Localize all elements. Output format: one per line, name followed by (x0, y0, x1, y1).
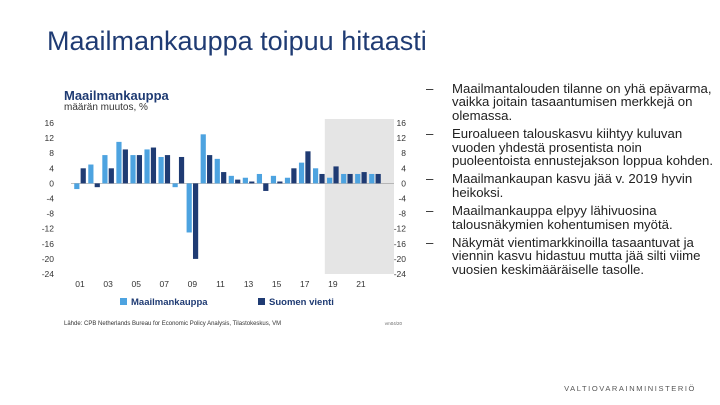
bar-maailmankauppa (285, 178, 290, 184)
bar-suomen-vienti (109, 168, 114, 183)
bar-suomen-vienti (263, 183, 268, 191)
bullet-text: Näkymät vientimarkkinoilla tasaantuvat ja viennin kasvu hidastuu mutta jää silti viime vuosien keskimääräiselle tasolle. (452, 235, 701, 277)
x-tick-label: 19 (328, 279, 338, 289)
y-tick-label-right: -16 (393, 238, 406, 249)
y-tick-label-left: -24 (41, 269, 54, 279)
bullet-dash: – (426, 126, 434, 142)
bar-suomen-vienti (333, 166, 338, 183)
bar-maailmankauppa (257, 174, 262, 183)
bar-suomen-vienti (362, 172, 367, 183)
bar-suomen-vienti (319, 174, 324, 183)
y-tick-label-left: 8 (49, 148, 54, 159)
bar-suomen-vienti (347, 174, 352, 183)
bar-suomen-vienti (207, 155, 212, 183)
y-tick-label-right: -8 (398, 208, 406, 219)
bar-suomen-vienti (291, 168, 296, 183)
bar-maailmankauppa (313, 168, 318, 183)
y-tick-label-right: 0 (401, 178, 406, 189)
y-axis-left (42, 118, 55, 279)
y-tick-label-left: -8 (46, 208, 54, 219)
chart-code: vm04/20 (384, 321, 402, 326)
chart-svg (30, 78, 415, 330)
y-tick-label-right: -24 (393, 269, 406, 279)
bar-suomen-vienti (81, 168, 86, 183)
legend-swatch (258, 298, 265, 305)
bar-maailmankauppa (369, 174, 374, 183)
bullet-text: Maailmantalouden tilanne on yhä epävarma, vaikka joitain tasaantumisen merkkejä on olemassa. (452, 81, 712, 123)
bar-maailmankauppa (229, 176, 234, 184)
bar-suomen-vienti (376, 174, 381, 183)
legend-label: Suomen vienti (269, 297, 334, 308)
legend-label: Maailmankauppa (131, 297, 208, 308)
bullet-dash: – (426, 235, 434, 251)
y-tick-label-left: -4 (46, 193, 54, 204)
legend (120, 297, 334, 308)
x-tick-label: 01 (75, 279, 85, 289)
bar-maailmankauppa (271, 176, 276, 184)
bar-suomen-vienti (151, 148, 156, 184)
brand-logo-text: VALTIOVARAINMINISTERIÖ (564, 384, 696, 393)
bar-maailmankauppa (102, 155, 107, 183)
bar-maailmankauppa (243, 178, 248, 184)
bullet-dash: – (426, 171, 434, 187)
bullet-item (426, 127, 716, 167)
y-tick-label-right: 4 (401, 163, 406, 174)
bar-maailmankauppa (144, 149, 149, 183)
chart-source: Lähde: CPB Netherlands Bureau for Economic Policy Analysis, Tilastokeskus, VM (64, 321, 282, 327)
bar-suomen-vienti (165, 155, 170, 183)
bar-suomen-vienti (249, 182, 254, 184)
bullet-list (426, 82, 716, 281)
legend-swatch (120, 298, 127, 305)
x-tick-label: 11 (216, 279, 225, 289)
chart (30, 78, 415, 330)
bar-maailmankauppa (74, 183, 79, 189)
y-tick-label-right: 16 (396, 118, 406, 128)
bullet-item (426, 204, 716, 231)
bar-suomen-vienti (95, 183, 100, 187)
bar-maailmankauppa (88, 165, 93, 184)
bar-suomen-vienti (277, 182, 282, 184)
bullet-text: Maailmankauppa elpyy lähivuosina talousnäkymien kohentumisen myötä. (452, 203, 673, 232)
bar-suomen-vienti (123, 149, 128, 183)
bar-suomen-vienti (235, 180, 240, 184)
bar-maailmankauppa (187, 183, 192, 232)
bar-maailmankauppa (215, 159, 220, 184)
y-tick-label-left: -12 (41, 223, 54, 234)
y-tick-label-right: 8 (401, 148, 406, 159)
y-tick-label-left: 12 (44, 133, 54, 144)
y-tick-label-left: -20 (41, 253, 54, 264)
x-tick-label: 15 (271, 279, 282, 289)
bar-maailmankauppa (173, 183, 178, 187)
bar-maailmankauppa (355, 174, 360, 183)
x-tick-label: 13 (243, 279, 254, 289)
bar-maailmankauppa (341, 174, 346, 183)
slide-title: Maailmankauppa toipuu hitaasti (47, 26, 427, 56)
y-axis-right (394, 118, 407, 279)
bar-suomen-vienti (305, 151, 310, 183)
x-tick-label: 05 (131, 279, 141, 289)
x-tick-label: 21 (356, 279, 366, 289)
forecast-shade (325, 119, 394, 274)
bar-suomen-vienti (221, 172, 226, 183)
y-tick-label-left: 4 (49, 163, 54, 174)
y-tick-label-right: -12 (393, 223, 406, 234)
bar-suomen-vienti (137, 155, 142, 183)
chart-subtitle: määrän muutos, % (64, 102, 148, 113)
chart-title: Maailmankauppa (64, 88, 169, 103)
bar-maailmankauppa (116, 142, 121, 184)
bar-maailmankauppa (130, 155, 135, 183)
y-tick-label-right: -4 (398, 193, 406, 204)
bullet-text: Euroalueen talouskasvu kiihtyy kuluvan vuoden yhdestä prosentista noin puoleentoista ennustejakson loppua kohden. (452, 126, 714, 169)
y-tick-label-right: -20 (393, 253, 406, 264)
bullet-dash: – (426, 81, 434, 96)
bar-suomen-vienti (179, 157, 184, 183)
bullet-item (426, 172, 716, 199)
bar-suomen-vienti (193, 183, 198, 259)
bar-maailmankauppa (327, 178, 332, 184)
y-tick-label-left: 16 (44, 118, 54, 128)
bullet-item (426, 236, 716, 276)
bar-maailmankauppa (299, 163, 304, 184)
x-tick-label: 07 (159, 279, 170, 289)
x-axis (75, 279, 366, 289)
bullet-text: Maailmankaupan kasvu jää v. 2019 hyvin heikoksi. (452, 171, 693, 200)
y-tick-label-left: -16 (41, 238, 54, 249)
x-tick-label: 09 (187, 279, 198, 289)
bar-maailmankauppa (158, 157, 163, 183)
x-tick-label: 17 (300, 279, 310, 289)
bullet-item (426, 82, 716, 122)
bullet-dash: – (426, 203, 434, 219)
y-tick-label-left: 0 (49, 178, 54, 189)
bar-maailmankauppa (201, 134, 206, 183)
y-tick-label-right: 12 (396, 133, 406, 144)
x-tick-label: 03 (103, 279, 113, 289)
